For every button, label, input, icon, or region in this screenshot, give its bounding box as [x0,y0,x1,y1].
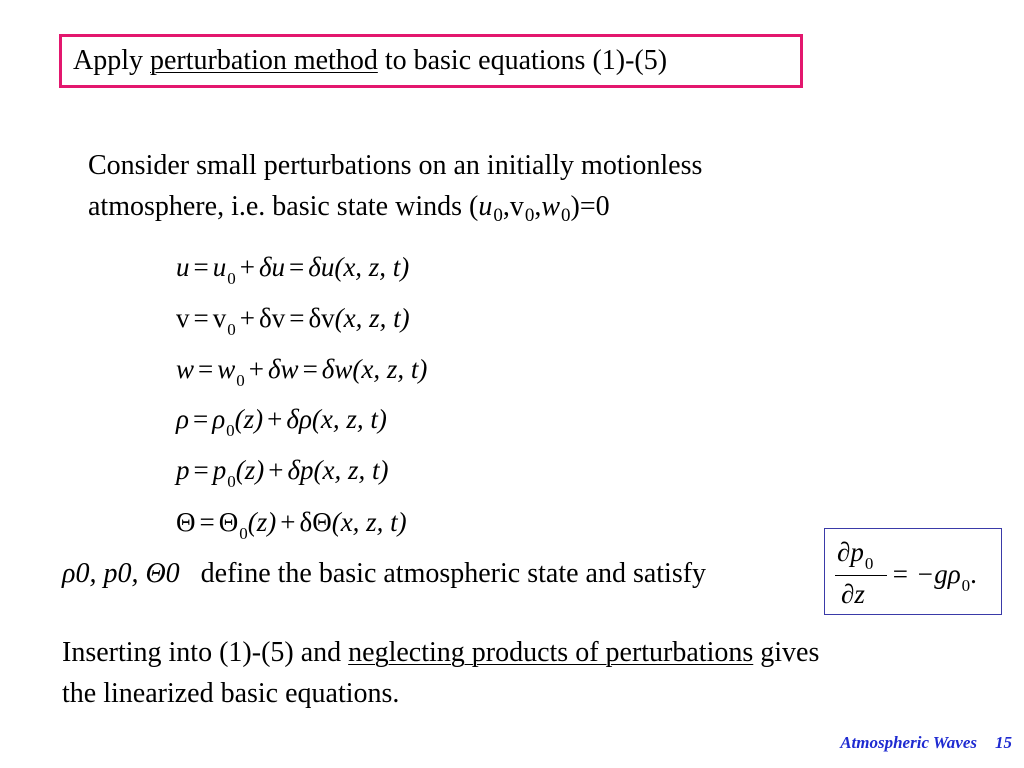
intro-w-symbol: w [541,191,561,222]
conclusion-prefix: Inserting into (1)-(5) and [62,637,342,668]
eq-theta-sub: 0 [239,524,248,543]
title-prefix: Apply [73,45,143,76]
footer-page-number: 15 [995,733,1012,752]
eq-p-sub: 0 [227,472,236,491]
intro-line-2 [88,186,888,230]
eq-theta-args: (x, z, t) [331,507,407,537]
eq-v-sub: 0 [227,320,236,339]
title-suffix: to basic equations (1)-(5) [384,45,668,76]
slide-title-box [59,34,803,88]
equation-p: $p = p_0(z) + \delta p(x$, z, t) [176,455,389,491]
hydrostatic-num-sub: 0 [864,554,874,573]
eq-v-base: v [212,303,227,333]
eq-rho-sub: 0 [226,421,235,440]
eq-p-pert: δp [287,455,314,485]
eq-theta-lhs: Θ [176,507,196,537]
hydrostatic-rhs-sub: 0 [961,576,971,595]
eq-theta-basearg: (z) [247,507,277,537]
eq-w-args: (x, z, t) [352,354,428,384]
equation-theta: $\Theta = \Theta_0(z) + \delta\Theta(x$, z, t) [176,507,407,543]
eq-rho-args: (x, z, t) [311,404,387,434]
intro-u-subscript: 0 [493,205,503,226]
conclusion-line-2: the linearized basic equations. [62,678,400,709]
eq-rho-pert: δρ [286,404,312,434]
conclusion-suffix: gives [760,637,820,668]
intro-line-1: Consider small perturbations on an initially motionless [88,150,703,181]
eq-v-lhs: v [176,303,190,333]
definition-text: define the basic atmospheric state and satisfy [200,558,707,589]
hydrostatic-denominator: ∂z [841,579,865,609]
eq-v-pert-rhs: δv [308,303,335,333]
eq-theta-pert: δΘ [299,507,332,537]
equation-v: $v = v_0 + \delta v = \delta v(x$, z, t) [176,303,410,339]
eq-u-pert-rhs: δu [308,252,335,282]
eq-w-lhs: w [176,354,195,384]
fraction-bar [835,575,887,576]
conclusion-paragraph [62,632,1002,714]
intro-line-2-prefix: atmosphere, i.e. basic state winds ( [88,191,479,222]
basic-state-symbols: ρ0, p0, Θ0 [62,558,180,589]
eq-w-pert: δw [268,354,299,384]
eq-w-base: w [217,354,236,384]
eq-rho-basearg: (z) [234,404,264,434]
equation-w: $w = w_0 + \delta w = \delta w(x$, z, t) [176,354,428,390]
eq-w-sub: 0 [236,371,245,390]
hydrostatic-equation-box [824,528,1002,615]
eq-rho-base: ρ [212,404,226,434]
hydrostatic-rhs-text: = −gρ [891,559,961,589]
footer-course-title: Atmospheric Waves [840,733,977,752]
eq-u-base: u [212,252,227,282]
eq-rho-lhs: ρ [176,404,189,434]
eq-theta-base: Θ [218,507,239,537]
eq-p-lhs: p [176,455,190,485]
hydrostatic-period: . [970,559,977,589]
slide-footer [840,733,1012,753]
conclusion-line-1 [62,632,1002,673]
eq-u-args: (x, z, t) [334,252,410,282]
equation-u: $u = u_0 + \delta u = \delta u(x$, z, t) [176,252,410,288]
intro-u-symbol: u [478,191,493,222]
conclusion-underlined-term: neglecting products of perturbations [348,637,754,668]
eq-v-args: (x, z, t) [334,303,410,333]
definition-line [62,558,706,590]
intro-line-2-suffix: )=0 [570,191,610,222]
eq-p-base: p [212,455,227,485]
intro-v-symbol: ,v [502,191,524,222]
equation-rho: $\rho = \rho_0(z) + \delta\rho(x$, z, t) [176,404,387,440]
hydrostatic-rhs [891,559,977,595]
intro-v-subscript: 0 [524,205,535,226]
eq-u-sub: 0 [227,269,236,288]
hydrostatic-num-text: ∂p [837,537,864,567]
eq-u-pert: δu [258,252,286,282]
intro-w-subscript: 0 [561,205,571,226]
eq-p-basearg: (z) [235,455,265,485]
eq-w-pert-rhs: δw [321,354,353,384]
eq-u-lhs: u [176,252,190,282]
intro-paragraph [88,145,888,230]
intro-comma: , [534,191,542,222]
eq-v-pert: δv [258,303,286,333]
title-underlined-term: perturbation method [150,45,378,76]
hydrostatic-numerator [837,537,874,573]
eq-p-args: (x, z, t) [313,455,389,485]
